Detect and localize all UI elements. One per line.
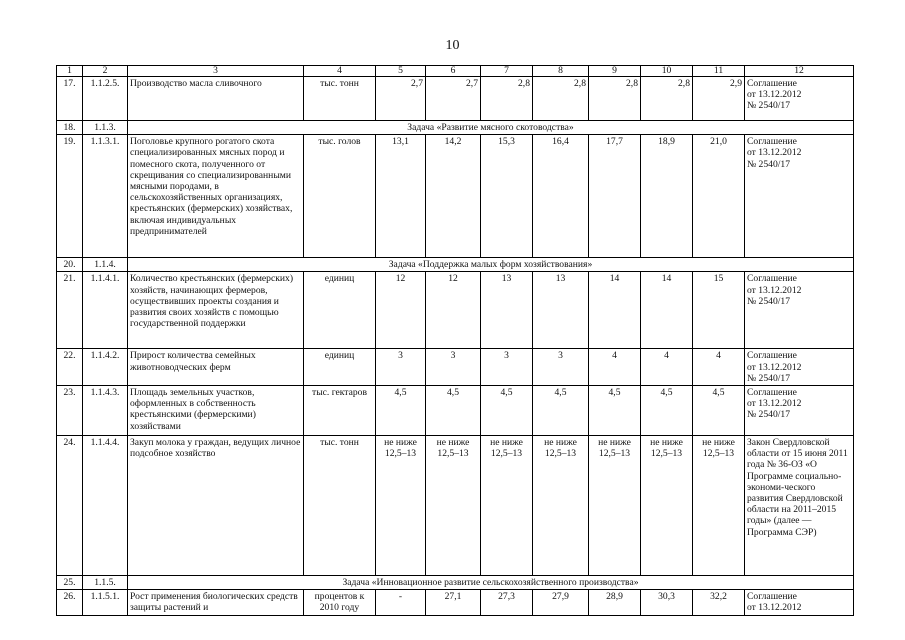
value-cell: 4,5 — [589, 386, 641, 436]
source-line: Соглашение — [747, 273, 797, 285]
indicator-name: Закуп молока у граждан, ведущих личное подсобное хозяйство — [128, 436, 304, 576]
source-line: Соглашение — [747, 387, 797, 399]
value-cell: 12 — [426, 272, 481, 349]
value-cell: 2,8 — [641, 77, 693, 121]
task-row — [57, 576, 854, 590]
source-line: Соглашение — [747, 136, 797, 148]
task-row — [57, 258, 854, 272]
value-cell: не ниже 12,5–13 — [641, 436, 693, 576]
value-cell: 4,5 — [376, 386, 426, 436]
value-cell: 13 — [533, 272, 589, 349]
value-cell: 4,5 — [481, 386, 533, 436]
page-number: 10 — [445, 38, 460, 53]
value-cell: не ниже 12,5–13 — [589, 436, 641, 576]
header-cell: 10 — [641, 66, 693, 77]
source-line: от 13.12.2012 — [747, 398, 802, 410]
row-number: 24. — [57, 436, 83, 576]
row-number: 20. — [57, 258, 83, 272]
value-cell: не ниже 12,5–13 — [426, 436, 481, 576]
source-cell: Закон Свердловской области от 15 июня 2011 года № 36-ОЗ «О Программе социально-экономи-ческого развития Свердловской области на 2011–2015 годы» (далее — Программа СЭР) — [745, 436, 854, 576]
indicator-name: Поголовье крупного рогатого скота специализированных мясных пород и помесного скота, полученного от скрещивания со специализированными мясными породами, в сельскохозяйственных организациях, крестьянских (фермерских) хозяйствах, включая индивидуальных предпринимателей — [128, 135, 304, 258]
indicators-table — [56, 65, 854, 616]
source-cell — [745, 590, 854, 616]
row-number: 19. — [57, 135, 83, 258]
source-line: от 13.12.2012 — [747, 361, 802, 373]
value-cell: 21,0 — [693, 135, 745, 258]
value-cell: 13 — [481, 272, 533, 349]
value-cell: 3 — [376, 349, 426, 386]
unit: процентов к 2010 году — [304, 590, 376, 616]
value-cell: 4,5 — [693, 386, 745, 436]
header-cell: 11 — [693, 66, 745, 77]
value-cell: 4 — [693, 349, 745, 386]
header-cell: 3 — [128, 66, 304, 77]
value-cell: 2,8 — [481, 77, 533, 121]
task-title: Задача «Инновационное развитие сельскохозяйственного производства» — [128, 576, 854, 590]
value-cell: 18,9 — [641, 135, 693, 258]
value-cell: - — [376, 590, 426, 616]
row-code: 1.1.4.4. — [83, 436, 128, 576]
row-number: 23. — [57, 386, 83, 436]
table-row — [57, 386, 854, 436]
indicator-name: Прирост количества семейных животноводческих ферм — [128, 349, 304, 386]
row-code: 1.1.3. — [83, 121, 128, 135]
unit: единиц — [304, 349, 376, 386]
source-cell — [745, 386, 854, 436]
value-cell: 14,2 — [426, 135, 481, 258]
header-cell: 4 — [304, 66, 376, 77]
source-line: № 2540/17 — [747, 100, 790, 112]
value-cell: 4 — [641, 349, 693, 386]
header-cell: 12 — [745, 66, 854, 77]
value-cell: не ниже 12,5–13 — [376, 436, 426, 576]
row-number: 21. — [57, 272, 83, 349]
source-line: Соглашение — [747, 350, 797, 362]
value-cell: 27,9 — [533, 590, 589, 616]
source-line: от 13.12.2012 — [747, 284, 802, 296]
header-cell: 1 — [57, 66, 83, 77]
header-cell: 6 — [426, 66, 481, 77]
row-code: 1.1.4.3. — [83, 386, 128, 436]
task-row — [57, 121, 854, 135]
value-cell: 14 — [589, 272, 641, 349]
row-number: 22. — [57, 349, 83, 386]
value-cell: 2,7 — [376, 77, 426, 121]
row-number: 26. — [57, 590, 83, 616]
table-row — [57, 590, 854, 616]
unit: единиц — [304, 272, 376, 349]
value-cell: 4,5 — [641, 386, 693, 436]
source-line: от 13.12.2012 — [747, 602, 802, 614]
unit: тыс. тонн — [304, 436, 376, 576]
value-cell: 2,9 — [693, 77, 745, 121]
header-cell: 2 — [83, 66, 128, 77]
value-cell: 3 — [426, 349, 481, 386]
source-line: от 13.12.2012 — [747, 147, 802, 159]
source-cell — [745, 272, 854, 349]
source-line: от 13.12.2012 — [747, 89, 802, 101]
indicator-name: Производство масла сливочного — [128, 77, 304, 121]
value-cell: не ниже 12,5–13 — [481, 436, 533, 576]
value-cell: 4 — [589, 349, 641, 386]
source-line: № 2540/17 — [747, 372, 790, 384]
value-cell: 2,8 — [533, 77, 589, 121]
value-cell: не ниже 12,5–13 — [693, 436, 745, 576]
value-cell: 27,3 — [481, 590, 533, 616]
unit: тыс. тонн — [304, 77, 376, 121]
table-row — [57, 349, 854, 386]
task-title: Задача «Развитие мясного скотоводства» — [128, 121, 854, 135]
indicator-name: Площадь земельных участков, оформленных в собственность крестьянскими (фермерскими) хозяйствами — [128, 386, 304, 436]
table-row — [57, 77, 854, 121]
row-number: 25. — [57, 576, 83, 590]
indicator-name: Количество крестьянских (фермерских) хозяйств, начинающих фермеров, осуществивших проекты создания и развития своих хозяйств с помощью государственной поддержки — [128, 272, 304, 349]
source-line: № 2540/17 — [747, 158, 790, 170]
value-cell: 13,1 — [376, 135, 426, 258]
row-code: 1.1.2.5. — [83, 77, 128, 121]
value-cell: 17,7 — [589, 135, 641, 258]
source-line: № 2540/17 — [747, 295, 790, 307]
row-code: 1.1.5. — [83, 576, 128, 590]
header-cell: 7 — [481, 66, 533, 77]
value-cell: не ниже 12,5–13 — [533, 436, 589, 576]
row-number: 18. — [57, 121, 83, 135]
value-cell: 30,3 — [641, 590, 693, 616]
value-cell: 4,5 — [426, 386, 481, 436]
task-title: Задача «Поддержка малых форм хозяйствования» — [128, 258, 854, 272]
source-cell — [745, 135, 854, 258]
indicator-name: Рост применения биологических средств защиты растений и — [128, 590, 304, 616]
header-cell: 9 — [589, 66, 641, 77]
source-cell — [745, 349, 854, 386]
value-cell: 28,9 — [589, 590, 641, 616]
unit: тыс. голов — [304, 135, 376, 258]
table-row — [57, 436, 854, 576]
value-cell: 32,2 — [693, 590, 745, 616]
value-cell: 3 — [533, 349, 589, 386]
source-line: Соглашение — [747, 591, 797, 603]
header-cell: 8 — [533, 66, 589, 77]
value-cell: 4,5 — [533, 386, 589, 436]
row-code: 1.1.4. — [83, 258, 128, 272]
value-cell: 16,4 — [533, 135, 589, 258]
source-cell — [745, 77, 854, 121]
source-line: Соглашение — [747, 78, 797, 89]
row-code: 1.1.5.1. — [83, 590, 128, 616]
unit: тыс. гектаров — [304, 386, 376, 436]
row-number: 17. — [57, 77, 83, 121]
value-cell: 14 — [641, 272, 693, 349]
table-row — [57, 272, 854, 349]
source-line: № 2540/17 — [747, 409, 790, 421]
value-cell: 15 — [693, 272, 745, 349]
row-code: 1.1.3.1. — [83, 135, 128, 258]
value-cell: 15,3 — [481, 135, 533, 258]
table-row — [57, 135, 854, 258]
row-code: 1.1.4.2. — [83, 349, 128, 386]
row-code: 1.1.4.1. — [83, 272, 128, 349]
value-cell: 2,7 — [426, 77, 481, 121]
header-cell: 5 — [376, 66, 426, 77]
value-cell: 3 — [481, 349, 533, 386]
value-cell: 12 — [376, 272, 426, 349]
value-cell: 27,1 — [426, 590, 481, 616]
value-cell: 2,8 — [589, 77, 641, 121]
header-row — [57, 66, 854, 77]
